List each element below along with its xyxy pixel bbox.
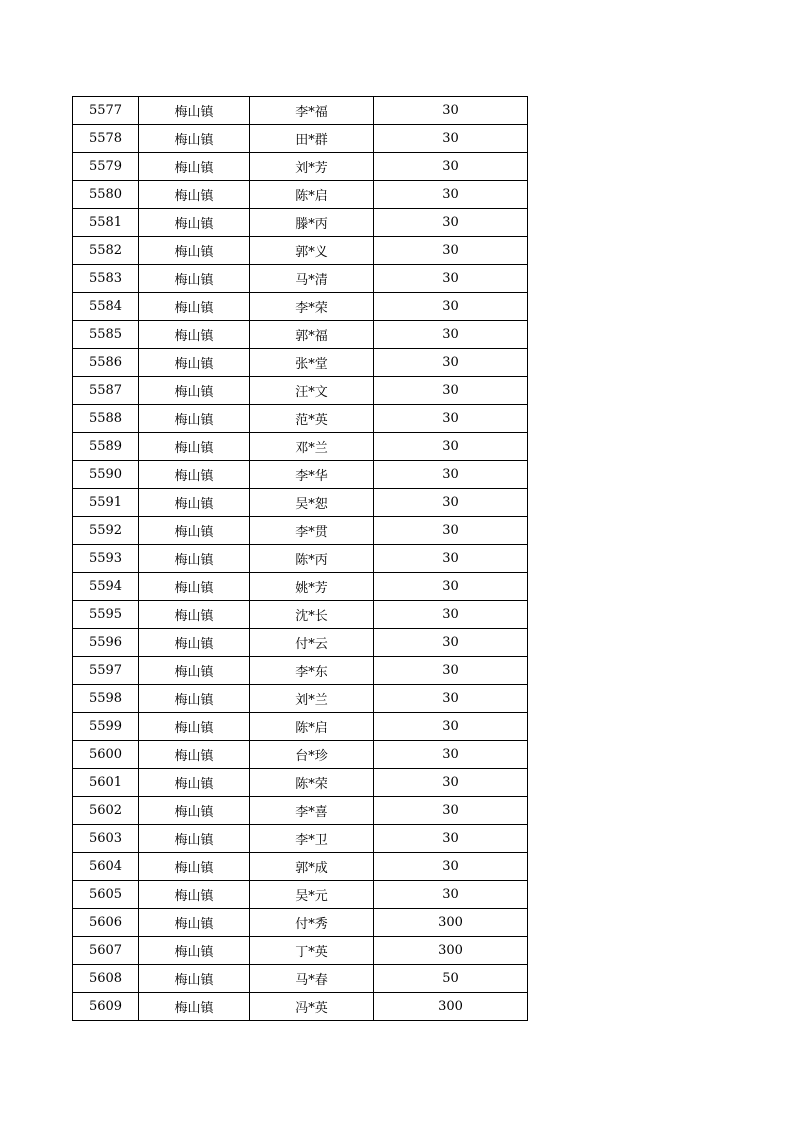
table-row bbox=[73, 321, 528, 349]
town-cell: 梅山镇 bbox=[139, 489, 250, 517]
table-row bbox=[73, 965, 528, 993]
town-cell: 梅山镇 bbox=[139, 321, 250, 349]
amount-cell: 30 bbox=[374, 517, 528, 545]
name-cell: 付*云 bbox=[250, 629, 374, 657]
table-row bbox=[73, 545, 528, 573]
row-number-cell: 5580 bbox=[73, 181, 139, 209]
table-row bbox=[73, 209, 528, 237]
town-cell: 梅山镇 bbox=[139, 545, 250, 573]
amount-cell: 30 bbox=[374, 741, 528, 769]
town-cell: 梅山镇 bbox=[139, 293, 250, 321]
town-cell: 梅山镇 bbox=[139, 825, 250, 853]
name-cell: 张*堂 bbox=[250, 349, 374, 377]
table-row bbox=[73, 909, 528, 937]
amount-cell: 30 bbox=[374, 489, 528, 517]
name-cell: 汪*文 bbox=[250, 377, 374, 405]
name-cell: 李*福 bbox=[250, 97, 374, 125]
amount-cell: 30 bbox=[374, 321, 528, 349]
town-cell: 梅山镇 bbox=[139, 209, 250, 237]
row-number-cell: 5579 bbox=[73, 153, 139, 181]
row-number-cell: 5594 bbox=[73, 573, 139, 601]
amount-cell: 30 bbox=[374, 293, 528, 321]
amount-cell: 30 bbox=[374, 237, 528, 265]
table-row bbox=[73, 349, 528, 377]
amount-cell: 50 bbox=[374, 965, 528, 993]
amount-cell: 300 bbox=[374, 993, 528, 1021]
amount-cell: 30 bbox=[374, 685, 528, 713]
amount-cell: 30 bbox=[374, 405, 528, 433]
amount-cell: 30 bbox=[374, 769, 528, 797]
town-cell: 梅山镇 bbox=[139, 629, 250, 657]
roster-table bbox=[72, 96, 528, 1021]
table-row bbox=[73, 153, 528, 181]
name-cell: 邓*兰 bbox=[250, 433, 374, 461]
row-number-cell: 5590 bbox=[73, 461, 139, 489]
name-cell: 陈*启 bbox=[250, 181, 374, 209]
town-cell: 梅山镇 bbox=[139, 573, 250, 601]
amount-cell: 30 bbox=[374, 545, 528, 573]
town-cell: 梅山镇 bbox=[139, 797, 250, 825]
table-row bbox=[73, 629, 528, 657]
table-row bbox=[73, 769, 528, 797]
table-row bbox=[73, 265, 528, 293]
name-cell: 李*卫 bbox=[250, 825, 374, 853]
town-cell: 梅山镇 bbox=[139, 909, 250, 937]
table-row bbox=[73, 461, 528, 489]
amount-cell: 30 bbox=[374, 825, 528, 853]
town-cell: 梅山镇 bbox=[139, 405, 250, 433]
town-cell: 梅山镇 bbox=[139, 937, 250, 965]
name-cell: 付*秀 bbox=[250, 909, 374, 937]
town-cell: 梅山镇 bbox=[139, 741, 250, 769]
row-number-cell: 5603 bbox=[73, 825, 139, 853]
amount-cell: 30 bbox=[374, 209, 528, 237]
name-cell: 陈*启 bbox=[250, 713, 374, 741]
table-row bbox=[73, 573, 528, 601]
name-cell: 丁*英 bbox=[250, 937, 374, 965]
name-cell: 陈*丙 bbox=[250, 545, 374, 573]
table-row bbox=[73, 937, 528, 965]
town-cell: 梅山镇 bbox=[139, 377, 250, 405]
row-number-cell: 5582 bbox=[73, 237, 139, 265]
amount-cell: 30 bbox=[374, 349, 528, 377]
table-row bbox=[73, 293, 528, 321]
town-cell: 梅山镇 bbox=[139, 965, 250, 993]
row-number-cell: 5587 bbox=[73, 377, 139, 405]
row-number-cell: 5588 bbox=[73, 405, 139, 433]
amount-cell: 30 bbox=[374, 881, 528, 909]
town-cell: 梅山镇 bbox=[139, 993, 250, 1021]
row-number-cell: 5605 bbox=[73, 881, 139, 909]
town-cell: 梅山镇 bbox=[139, 685, 250, 713]
name-cell: 台*珍 bbox=[250, 741, 374, 769]
table-row bbox=[73, 713, 528, 741]
table-row bbox=[73, 657, 528, 685]
amount-cell: 30 bbox=[374, 657, 528, 685]
row-number-cell: 5602 bbox=[73, 797, 139, 825]
amount-cell: 30 bbox=[374, 153, 528, 181]
table-row bbox=[73, 405, 528, 433]
name-cell: 马*春 bbox=[250, 965, 374, 993]
row-number-cell: 5604 bbox=[73, 853, 139, 881]
table-row bbox=[73, 237, 528, 265]
row-number-cell: 5577 bbox=[73, 97, 139, 125]
name-cell: 冯*英 bbox=[250, 993, 374, 1021]
table-row bbox=[73, 377, 528, 405]
name-cell: 吴*恕 bbox=[250, 489, 374, 517]
town-cell: 梅山镇 bbox=[139, 265, 250, 293]
name-cell: 郭*成 bbox=[250, 853, 374, 881]
town-cell: 梅山镇 bbox=[139, 601, 250, 629]
amount-cell: 30 bbox=[374, 853, 528, 881]
name-cell: 郭*福 bbox=[250, 321, 374, 349]
amount-cell: 30 bbox=[374, 797, 528, 825]
name-cell: 陈*荣 bbox=[250, 769, 374, 797]
town-cell: 梅山镇 bbox=[139, 237, 250, 265]
name-cell: 吴*元 bbox=[250, 881, 374, 909]
amount-cell: 30 bbox=[374, 601, 528, 629]
amount-cell: 300 bbox=[374, 909, 528, 937]
table-row bbox=[73, 881, 528, 909]
row-number-cell: 5598 bbox=[73, 685, 139, 713]
row-number-cell: 5599 bbox=[73, 713, 139, 741]
row-number-cell: 5584 bbox=[73, 293, 139, 321]
row-number-cell: 5578 bbox=[73, 125, 139, 153]
table-row bbox=[73, 685, 528, 713]
row-number-cell: 5589 bbox=[73, 433, 139, 461]
amount-cell: 30 bbox=[374, 461, 528, 489]
amount-cell: 30 bbox=[374, 181, 528, 209]
town-cell: 梅山镇 bbox=[139, 349, 250, 377]
table-row bbox=[73, 825, 528, 853]
row-number-cell: 5586 bbox=[73, 349, 139, 377]
table-row bbox=[73, 601, 528, 629]
amount-cell: 30 bbox=[374, 125, 528, 153]
row-number-cell: 5581 bbox=[73, 209, 139, 237]
row-number-cell: 5585 bbox=[73, 321, 139, 349]
name-cell: 范*英 bbox=[250, 405, 374, 433]
town-cell: 梅山镇 bbox=[139, 881, 250, 909]
row-number-cell: 5597 bbox=[73, 657, 139, 685]
town-cell: 梅山镇 bbox=[139, 125, 250, 153]
row-number-cell: 5600 bbox=[73, 741, 139, 769]
name-cell: 李*荣 bbox=[250, 293, 374, 321]
name-cell: 李*喜 bbox=[250, 797, 374, 825]
name-cell: 姚*芳 bbox=[250, 573, 374, 601]
row-number-cell: 5596 bbox=[73, 629, 139, 657]
town-cell: 梅山镇 bbox=[139, 153, 250, 181]
name-cell: 刘*芳 bbox=[250, 153, 374, 181]
amount-cell: 30 bbox=[374, 713, 528, 741]
table-row bbox=[73, 797, 528, 825]
amount-cell: 30 bbox=[374, 377, 528, 405]
row-number-cell: 5607 bbox=[73, 937, 139, 965]
table-row bbox=[73, 517, 528, 545]
name-cell: 李*华 bbox=[250, 461, 374, 489]
amount-cell: 300 bbox=[374, 937, 528, 965]
table-row bbox=[73, 993, 528, 1021]
table-row bbox=[73, 853, 528, 881]
town-cell: 梅山镇 bbox=[139, 97, 250, 125]
town-cell: 梅山镇 bbox=[139, 769, 250, 797]
name-cell: 田*群 bbox=[250, 125, 374, 153]
name-cell: 马*清 bbox=[250, 265, 374, 293]
row-number-cell: 5593 bbox=[73, 545, 139, 573]
name-cell: 李*东 bbox=[250, 657, 374, 685]
amount-cell: 30 bbox=[374, 629, 528, 657]
row-number-cell: 5592 bbox=[73, 517, 139, 545]
name-cell: 沈*长 bbox=[250, 601, 374, 629]
town-cell: 梅山镇 bbox=[139, 461, 250, 489]
table-row bbox=[73, 181, 528, 209]
town-cell: 梅山镇 bbox=[139, 181, 250, 209]
town-cell: 梅山镇 bbox=[139, 853, 250, 881]
row-number-cell: 5601 bbox=[73, 769, 139, 797]
roster-table-body bbox=[73, 97, 528, 1021]
row-number-cell: 5608 bbox=[73, 965, 139, 993]
table-row bbox=[73, 741, 528, 769]
table-row bbox=[73, 125, 528, 153]
amount-cell: 30 bbox=[374, 433, 528, 461]
town-cell: 梅山镇 bbox=[139, 713, 250, 741]
name-cell: 李*贯 bbox=[250, 517, 374, 545]
table-row bbox=[73, 433, 528, 461]
row-number-cell: 5606 bbox=[73, 909, 139, 937]
table-row bbox=[73, 97, 528, 125]
row-number-cell: 5595 bbox=[73, 601, 139, 629]
amount-cell: 30 bbox=[374, 97, 528, 125]
table-row bbox=[73, 489, 528, 517]
row-number-cell: 5609 bbox=[73, 993, 139, 1021]
amount-cell: 30 bbox=[374, 265, 528, 293]
row-number-cell: 5583 bbox=[73, 265, 139, 293]
name-cell: 郭*义 bbox=[250, 237, 374, 265]
town-cell: 梅山镇 bbox=[139, 657, 250, 685]
name-cell: 刘*兰 bbox=[250, 685, 374, 713]
row-number-cell: 5591 bbox=[73, 489, 139, 517]
name-cell: 滕*丙 bbox=[250, 209, 374, 237]
town-cell: 梅山镇 bbox=[139, 517, 250, 545]
amount-cell: 30 bbox=[374, 573, 528, 601]
town-cell: 梅山镇 bbox=[139, 433, 250, 461]
